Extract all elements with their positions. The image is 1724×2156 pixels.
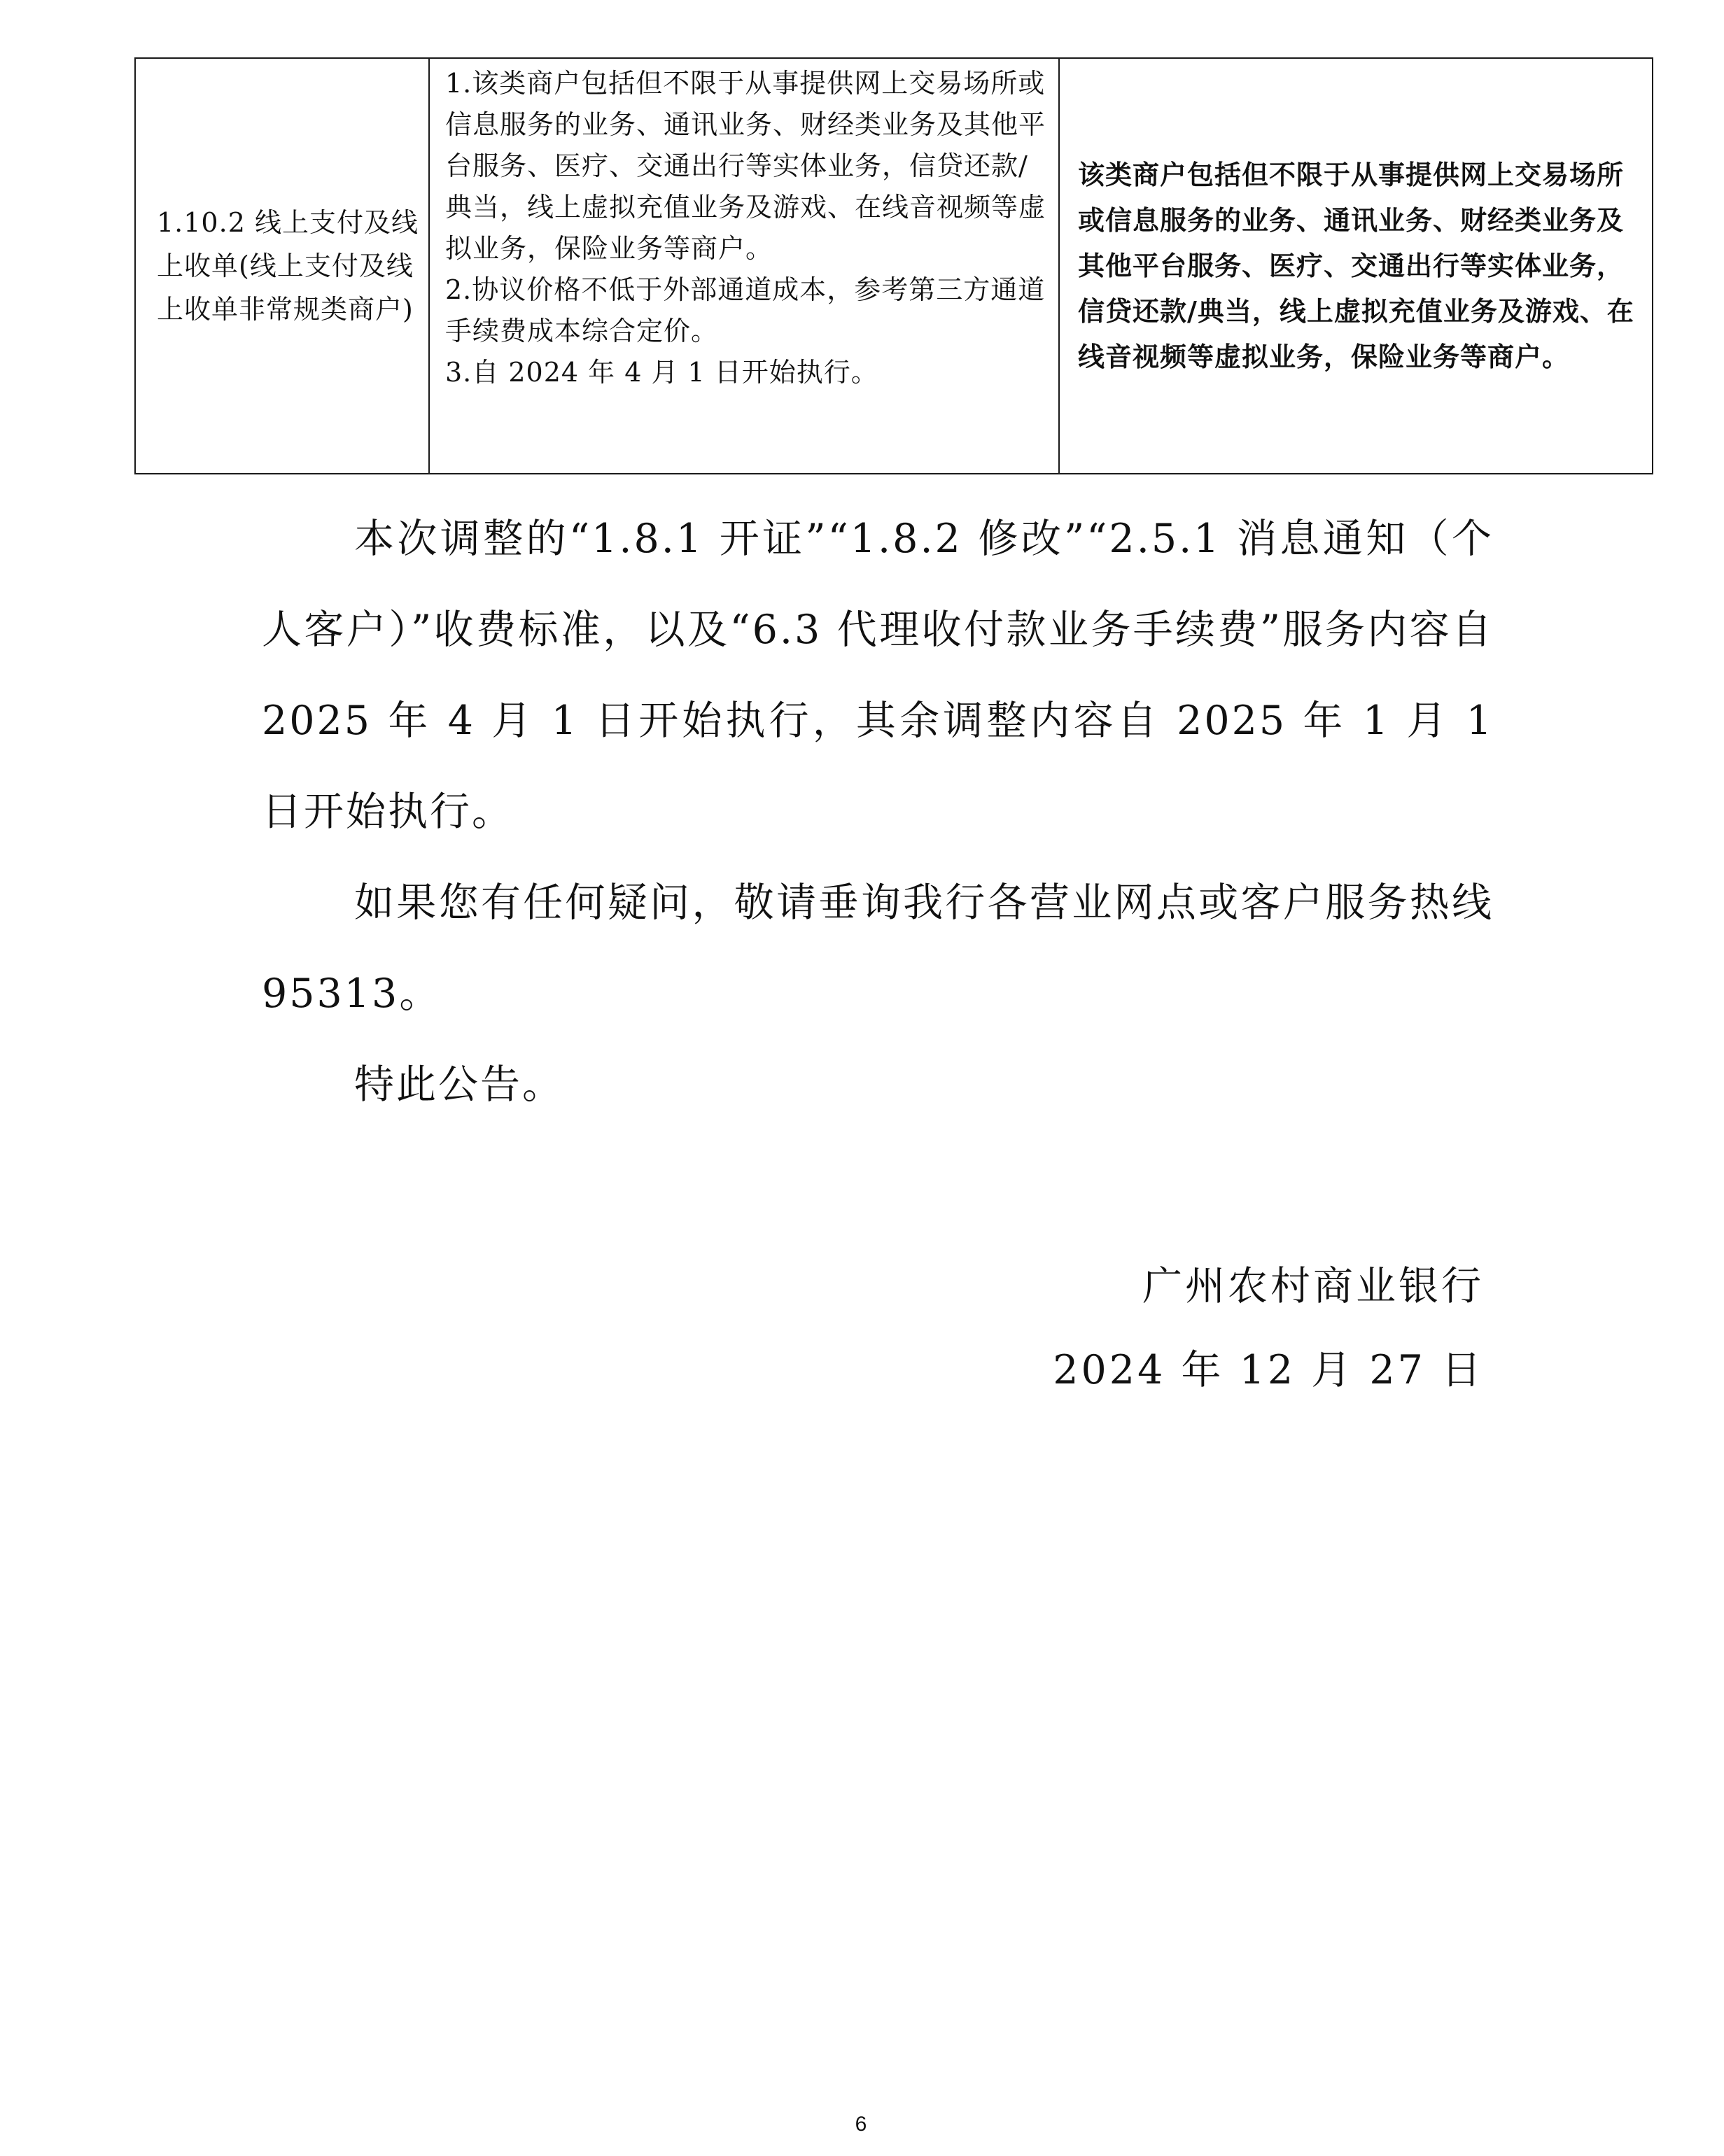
closing-paragraph: 特此公告。 bbox=[354, 1062, 564, 1108]
original-term-3: 3.自 2024 年 4 月 1 日开始执行。 bbox=[445, 357, 878, 388]
original-terms-cell bbox=[429, 58, 1059, 474]
original-terms-list bbox=[445, 59, 1050, 393]
adjusted-terms-text: 该类商户包括但不限于从事提供网上交易场所或信息服务的业务、通讯业务、财经类业务及其他平台服务、医疗、交通出行等实体业务，信贷还款/典当，线上虚拟充值业务及游戏、在线音视频等虚拟业务，保险业务等商户。 bbox=[1078, 159, 1634, 372]
table-row bbox=[135, 58, 1653, 474]
adjusted-terms-cell bbox=[1059, 58, 1653, 474]
service-item-cell bbox=[135, 58, 429, 474]
effective-date-paragraph: 本次调整的“1.8.1 开证”“1.8.2 修改”“2.5.1 消息通知（个人客户）”收费标准，以及“6.3 代理收付款业务手续费”服务内容自 2025 年 4 月 1 日开始执行，其余调整内容自 2025 年 1 月 1 日开始执行。 bbox=[262, 516, 1494, 835]
page-number: 6 bbox=[855, 2113, 867, 2136]
announcement-body bbox=[262, 493, 1494, 1130]
fee-adjustment-table bbox=[134, 57, 1653, 474]
signature-date: 2024 年 12 月 27 日 bbox=[1053, 1347, 1484, 1393]
service-item-text: 1.10.2 线上支付及线上收单(线上支付及线上收单非常规类商户) bbox=[157, 207, 419, 325]
original-term-2: 2.协议价格不低于外部通道成本，参考第三方通道手续费成本综合定价。 bbox=[445, 274, 1046, 346]
original-term-1: 1.该类商户包括但不限于从事提供网上交易场所或信息服务的业务、通讯业务、财经类业务及其他平台服务、医疗、交通出行等实体业务，信贷还款/典当，线上虚拟充值业务及游戏、在线音视频等虚拟业务，保险业务等商户。 bbox=[445, 68, 1046, 264]
signature-organization: 广州农村商业银行 bbox=[1142, 1263, 1484, 1309]
contact-paragraph: 如果您有任何疑问，敬请垂询我行各营业网点或客户服务热线 95313。 bbox=[262, 880, 1494, 1017]
